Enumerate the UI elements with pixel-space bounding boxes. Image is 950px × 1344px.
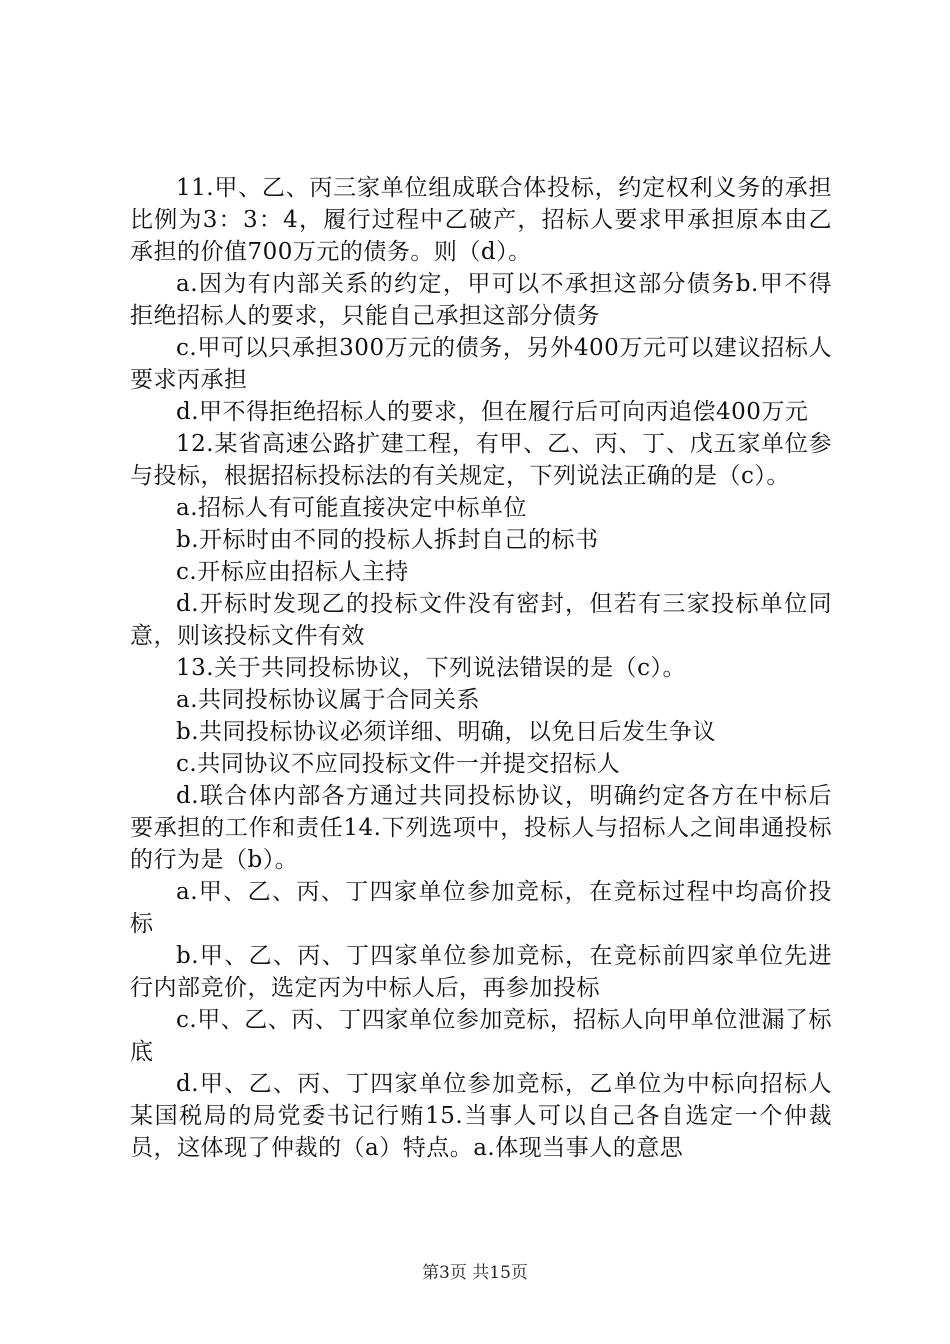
paragraph-q12-option-b: b.开标时由不同的投标人拆封自己的标书: [176, 527, 599, 553]
page-footer: [0, 1262, 950, 1284]
paragraph-q14-option-c: c.甲、乙、丙、丁四家单位参加竞标，招标人向甲单位泄漏了标底: [130, 1007, 832, 1065]
paragraph-q11: 11.甲、乙、丙三家单位组成联合体投标，约定权利义务的承担比例为3：3：4，履行过程中乙破产，招标人要求甲承担原本由乙承担的价值700万元的债务。则（d）。: [130, 175, 832, 265]
paragraph-q13: 13.关于共同投标协议，下列说法错误的是（c）。: [176, 655, 686, 681]
paragraph-q11-options-ab: a.因为有内部关系的约定，甲可以不承担这部分债务b.甲不得拒绝招标人的要求，只能自己承担这部分债务: [130, 271, 832, 329]
paragraph-q14-option-b: b.甲、乙、丙、丁四家单位参加竞标，在竞标前四家单位先进行内部竞价，选定丙为中标人后，再参加投标: [130, 943, 832, 1001]
paragraph-q13-option-a: a.共同投标协议属于合同关系: [176, 687, 481, 713]
paragraph-q11-option-d: d.甲不得拒绝招标人的要求，但在履行后可向丙追偿400万元: [176, 399, 809, 425]
paragraph-q13-option-c: c.共同协议不应同投标文件一并提交招标人: [176, 751, 621, 777]
page-number: 第3页 共15页: [422, 1263, 528, 1283]
paragraph-q12-option-d: d.开标时发现乙的投标文件没有密封，但若有三家投标单位同意，则该投标文件有效: [130, 591, 832, 649]
paragraph-q12: 12.某省高速公路扩建工程，有甲、乙、丙、丁、戊五家单位参与投标，根据招标投标法的有关规定，下列说法正确的是（c）。: [130, 431, 832, 489]
paragraph-q11-option-c: c.甲可以只承担300万元的债务，另外400万元可以建议招标人要求丙承担: [130, 335, 832, 393]
paragraph-q14-option-a: a.甲、乙、丙、丁四家单位参加竞标，在竞标过程中均高价投标: [130, 879, 832, 937]
paragraph-q14-option-d-q15: d.甲、乙、丙、丁四家单位参加竞标，乙单位为中标向招标人某国税局的局党委书记行贿15.当事人可以自己各自选定一个仲裁员，这体现了仲裁的（a）特点。a.体现当事人的意思: [130, 1071, 832, 1161]
paragraph-q13-option-b: b.共同投标协议必须详细、明确，以免日后发生争议: [176, 719, 717, 745]
paragraph-q12-option-a: a.招标人有可能直接决定中标单位: [176, 495, 528, 521]
document-body: [130, 172, 832, 1164]
paragraph-q12-option-c: c.开标应由招标人主持: [176, 559, 409, 585]
paragraph-q13-option-d-q14: d.联合体内部各方通过共同投标协议，明确约定各方在中标后要承担的工作和责任14.下列选项中，投标人与招标人之间串通投标的行为是（b）。: [130, 783, 832, 873]
